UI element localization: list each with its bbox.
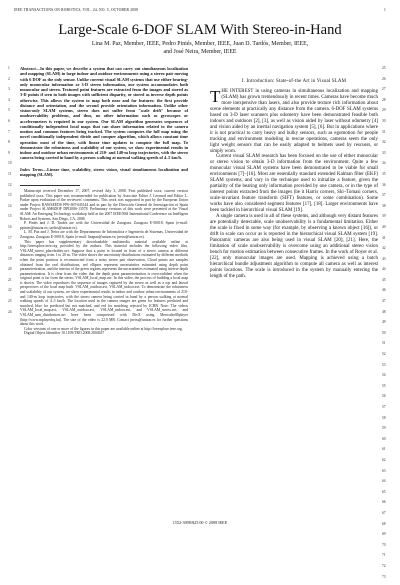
line-number: 66 bbox=[382, 500, 392, 511]
line-number: 37 bbox=[382, 193, 392, 204]
line-number: 59 bbox=[382, 426, 392, 437]
paragraph-text: HE INTEREST in using cameras in simultaneous localization and mapping (SLAM) has grown tremendously in recent times. Cameras have become much more inexpensive than lasers, and also provide texture rich information about scene elements at practically any distance from the camera. 6-DOF SLAM systems based on 3-D laser scanners plus odometry have been demonstrated feasible both indoors and outdoors [2], [3], as well as vision aided by laser without odometry [4] and vision aided by an inertial navigation system [5], [6]. But in applications where it is not practical to carry heavy and bulky sensors, such as egomotion for people tracking and environment modeling in rescue operations, cameras seem the only light weight sensors that can be easily adapted to helmets used by rescuers, or simply worn. bbox=[210, 89, 378, 154]
line-number: 27 bbox=[382, 87, 392, 98]
section-body bbox=[210, 89, 378, 280]
line-number: 49 bbox=[382, 320, 392, 331]
line-number: 72 bbox=[382, 564, 392, 575]
line-number: 43 bbox=[382, 257, 392, 268]
line-number: 23 bbox=[8, 299, 18, 310]
author-line-2: and José Neira, Member, IEEE bbox=[40, 48, 360, 56]
line-number: 31 bbox=[382, 130, 392, 141]
footnote: Manuscript received December 17, 2007; revised July 3, 2008. First published xxxx, current version published xxxx. This paper was recommended for publication by Associate Editor J. Leonard and Editor L. Parker upon evaluation of the reviewers' comments. This work was supported in part by the European Union under Project RAWSEEDS FP6-IST-045144 and in part by the Dirección General de Investigación of Spain under Project SLAM6DOF DPI2006-13578. Preliminary versions of this work were presented at the Visual SLAM: An Emerging Technology workshop held at the 2007 IEEE/RSJ International Conference on Intelligent Robots and Systems, San Diego, CA, 2008. bbox=[20, 189, 188, 221]
line-number: 42 bbox=[382, 246, 392, 257]
line-number: 65 bbox=[382, 490, 392, 501]
line-number: 13 bbox=[8, 193, 18, 204]
line-number: 26 bbox=[382, 77, 392, 88]
line-number: 4 bbox=[8, 98, 18, 109]
paper-title: Large-Scale 6-DOF SLAM With Stereo-in-Hand bbox=[0, 22, 400, 39]
right-column bbox=[210, 66, 378, 280]
line-number: 60 bbox=[382, 437, 392, 448]
body-paragraph bbox=[210, 89, 378, 154]
running-header bbox=[14, 8, 386, 12]
line-numbers-left bbox=[8, 66, 18, 320]
index-terms bbox=[20, 167, 188, 178]
footnotes bbox=[20, 189, 188, 336]
line-number: 25 bbox=[382, 66, 392, 77]
line-number: 34 bbox=[382, 161, 392, 172]
line-number: 47 bbox=[382, 299, 392, 310]
line-number: 63 bbox=[382, 469, 392, 480]
line-number: 18 bbox=[8, 246, 18, 257]
journal-name: IEEE TRANSACTIONS ON ROBOTICS, VOL. 24, NO. 5, OCTOBER 2008 bbox=[14, 8, 138, 12]
footnote: P. Piniés and J. D. Tardós are with the Universidad de Zaragoza, Zaragoza E-50018, Spain (e-mail: ppinies@unizar.es; tardos@unizar.es). bbox=[20, 221, 188, 230]
abstract: Abstract—In this paper, we describe a system that can carry out simultaneous localization and mapping (SLAM) in large indoor and outdoor environments using a stereo pair moving with 6 DOF as the only sensor. Unlike current visual SLAM systems that use either bearing-only monocular information or 3-D stereo information, our system accommodates both monocular and stereo. Textured point features are extracted from the images and stored as 3-D points if seen in both images with sufficient disparity, or stored as inverse depth points otherwise. This allows the system to map both near and far features: the first provide distance and orientation, and the second provide orientation information. Unlike other vision-only SLAM systems, stereo does not suffer from "scale drift" because of unobservability problems, and thus, no other information such as gyroscopes or accelerometers is required in our system. Our SLAM algorithm generates sequences of conditionally independent local maps that can share information related to the camera motion and common features being tracked. The system computes the full map using the novel conditionally independent divide and conquer algorithm, which allows constant time operation most of the time, with linear time updates to compute the full map. To demonstrate the robustness and scalability of our system, we show experimental results in indoor and outdoor urban environments of 210- and 140-m loop trajectories, with the stereo camera being carried in hand by a person walking at normal walking speeds of 4–5 km/h. bbox=[20, 66, 188, 161]
line-number: 20 bbox=[8, 267, 18, 278]
body-paragraph: Current visual SLAM research has been focused on the use of either monocular or stereo vision to obtain 3-D information from the environment. Quite a few monocular visual SLAM systems have been demonstrated to be viable for small environments [7]–[16]. Most are essentially standard extended Kalman filter (EKF) SLAM systems, and vary in the technique used to initialize a feature, given the partiality of the bearing only information provided by one camera, or in the type of interest points extracted from the images (be it Harris corners, Shi–Tomasi corners, scale-invariant feature transform (SIFT) features, or some combination). Some works have also considered segment features [17], [18]. Larger environments have been tackled in hierarchical visual SLAM [19]. bbox=[210, 154, 378, 214]
line-number: 32 bbox=[382, 140, 392, 151]
line-number: 55 bbox=[382, 384, 392, 395]
line-number: 17 bbox=[8, 236, 18, 247]
footnote: This paper has supplementary downloadable multimedia material available online at http://ieeexplore.ieee.org provided by the authors. This material includes the following video files. VSLAM_stereo_placeholder.avi: Suppose that a point is located in front of a stereo camera at different distances ranging from 1 to 20 m. The video shows the uncertainty distributions estimated by different methods when the point position is reconstructed from a noisy stereo pair observation. Cloud points are samples obtained from the real distributions, red ellipses represent uncertainties estimated using depth point parameterization, and the interior of the green regions represents the uncertainties estimated using inverse depth parameterization. It is clear from the video that the depth point parameterization is overconfident when the original point is far from the stereo. VSLAM_local_map.avi: In this video, the process of building a local map is shown. The video reproduces the sequence of images captured by the stereo as well as a top and lateral perspectives of the local map built. VSLAM_outdoor.avi, VSLAM_indoor.avi: To demonstrate the robustness and scalability of our system, we show experimental results in indoor and outdoor urban environments of 210- and 140-m loop trajectories, with the stereo camera being carried in hand by a person walking at normal walking speeds of 4–5 km/h. The location used in the camera images are green for features predicted and matched, blue for predicted but not matched, and red for matching rejected by JCBB. Note: The videos VSLAM_local_map.avi, VSLAM_outdoor.avi, VSLAM_indoor.avi, and VSLAM_stereo.avi, and VSLAM_mm_distribution.avi have been compressed with DivX using MencoderMplayer (http://www.mplayerhq.hu). The size of the video is 22.0 MB. Contact jneira@unizar.es for further questions about this work. bbox=[20, 240, 188, 327]
author-line-1: Lina M. Paz, Member, IEEE, Pedro Piniés, Member, IEEE, Juan D. Tardós, Member, IEEE, bbox=[40, 40, 360, 48]
line-number: 15 bbox=[8, 214, 18, 225]
line-number: 5 bbox=[8, 108, 18, 119]
line-number: 7 bbox=[8, 130, 18, 141]
index-terms-text: —Linear time, scalability, stereo vision, visual simultaneous localization and mapping (SLAM). bbox=[20, 167, 188, 177]
line-number: 62 bbox=[382, 458, 392, 469]
line-number: 64 bbox=[382, 479, 392, 490]
line-number: 53 bbox=[382, 363, 392, 374]
line-number: 50 bbox=[382, 331, 392, 342]
line-number: 68 bbox=[382, 522, 392, 533]
line-number: 58 bbox=[382, 416, 392, 427]
line-number: 16 bbox=[8, 225, 18, 236]
line-number: 52 bbox=[382, 352, 392, 363]
footnote-divider bbox=[20, 185, 80, 186]
line-number: 28 bbox=[382, 98, 392, 109]
author-list bbox=[40, 40, 360, 56]
line-number: 57 bbox=[382, 405, 392, 416]
body-paragraph: A single camera is used in all of these systems, and although very distant features are potentially detectable, scale unobservability is a fundamental limitation. Either the scale is fixed in some way (for example, by observing a known object [16]), or drift in scale can occur as is reported in the hierarchical visual SLAM system [19]. Panoramic cameras are also being used in visual SLAM [20], [21]. Here, the limitation of scale unobservability is overcome using an additional stereo vision bench for motion estimation between consecutive frames. In the work of Royer et al. [22], only monocular images are used. Mapping is achieved using a batch hierarchical bundle adjustment algorithm to compute all camera as well as interest points locations. The scale is introduced in the system by manually entering the length of the path. bbox=[210, 214, 378, 279]
line-number: 10 bbox=[8, 161, 18, 172]
line-number: 51 bbox=[382, 341, 392, 352]
page-number: 1 bbox=[384, 8, 386, 12]
line-number: 33 bbox=[382, 151, 392, 162]
line-number: 40 bbox=[382, 225, 392, 236]
line-number: 46 bbox=[382, 288, 392, 299]
section-heading: I. Introduction: State-of-the Art in Visual SLAM bbox=[210, 79, 378, 84]
line-number: 19 bbox=[8, 257, 18, 268]
line-number: 24 bbox=[8, 310, 18, 321]
index-terms-lead: Index Terms bbox=[20, 167, 43, 172]
line-number: 48 bbox=[382, 310, 392, 321]
line-number: 41 bbox=[382, 236, 392, 247]
line-number: 71 bbox=[382, 553, 392, 564]
footnote: Color versions of one or more of the figures in this paper are available online at http://ieeexplore.ieee.org. bbox=[20, 327, 188, 332]
footnote: L. M. Paz and J. Neira are with the Departamento de Informática e Ingeniería de Sistemas, Universidad de Zaragoza, Zaragoza E-50018, Spain (e-mail: linapaz@unizar.es; jneira@unizar.es). bbox=[20, 230, 188, 239]
line-number: 70 bbox=[382, 543, 392, 554]
line-number: 2 bbox=[8, 77, 18, 88]
line-number: 35 bbox=[382, 172, 392, 183]
line-number: 9 bbox=[8, 151, 18, 162]
line-number: 56 bbox=[382, 394, 392, 405]
line-number: 30 bbox=[382, 119, 392, 130]
line-number: 29 bbox=[382, 108, 392, 119]
line-number: 1 bbox=[8, 66, 18, 77]
line-number: 61 bbox=[382, 447, 392, 458]
line-number: 45 bbox=[382, 278, 392, 289]
line-number: 22 bbox=[8, 288, 18, 299]
line-number: 54 bbox=[382, 373, 392, 384]
line-number: 69 bbox=[382, 532, 392, 543]
line-number: 73 bbox=[382, 575, 392, 585]
line-number: 21 bbox=[8, 278, 18, 289]
line-number: 6 bbox=[8, 119, 18, 130]
left-column bbox=[20, 66, 188, 336]
line-number: 14 bbox=[8, 204, 18, 215]
line-number: 12 bbox=[8, 183, 18, 194]
line-number: 38 bbox=[382, 204, 392, 215]
drop-cap: T bbox=[210, 90, 220, 104]
line-numbers-right bbox=[382, 66, 392, 585]
footnote: Digital Object Identifier 10.1109/TRO.2008.2004637 bbox=[20, 331, 188, 336]
line-number: 8 bbox=[8, 140, 18, 151]
line-number: 11 bbox=[8, 172, 18, 183]
line-number: 3 bbox=[8, 87, 18, 98]
copyright-line: 1552-3098/$25.00 © 2008 IEEE bbox=[0, 520, 400, 525]
line-number: 39 bbox=[382, 214, 392, 225]
line-number: 36 bbox=[382, 183, 392, 194]
line-number: 67 bbox=[382, 511, 392, 522]
line-number: 44 bbox=[382, 267, 392, 278]
